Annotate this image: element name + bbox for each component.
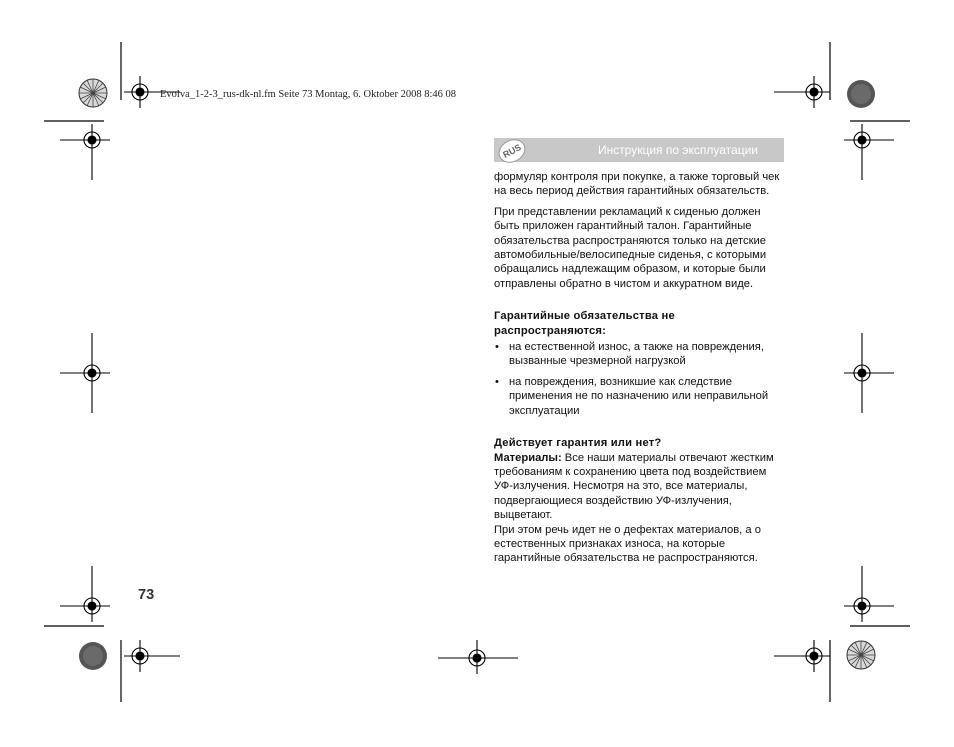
list-item-text: на естественной износ, а также на повреждения, вызванные чрезмерной нагрузкой — [509, 341, 764, 368]
section-title: Инструкция по эксплуатации — [597, 143, 758, 157]
language-badge: RUS — [494, 135, 529, 168]
warranty-check-section — [494, 436, 786, 566]
registration-target — [774, 640, 830, 672]
materials-text: Все наши материалы отвечают жестким требованиям к сохранению цвета под воздействием УФ-излучения. Несмотря на это, все материалы, подвергающиеся воздействию УФ-излучения, выцветают. — [494, 451, 774, 522]
bullet-icon: • — [495, 341, 499, 354]
registration-target — [844, 566, 894, 622]
paragraph: формуляр контроля при покупке, а также торговый чек на весь период действия гарантийных обязательств. — [494, 171, 780, 198]
starburst-disc — [79, 79, 107, 107]
registration-target — [844, 124, 894, 180]
section-heading: Гарантийные обязательства не распространяются: — [494, 310, 675, 337]
registration-target — [844, 333, 894, 413]
crop-mark-top-right — [830, 42, 910, 121]
list-item — [494, 375, 786, 418]
list-item — [494, 340, 786, 369]
paragraph: При этом речь идет не о дефектах материалов, а о естественных признаках износа, на которые гарантийные обязательства не распространяются. — [494, 523, 761, 565]
paragraph — [494, 451, 786, 523]
registration-target — [60, 566, 110, 622]
page-number: 73 — [138, 587, 155, 603]
density-disc — [79, 642, 107, 670]
section-heading: Действует гарантия или нет? — [494, 437, 662, 450]
main-text-column — [494, 170, 786, 566]
bullet-icon: • — [495, 375, 499, 388]
registration-target — [438, 640, 518, 674]
registration-target — [60, 124, 110, 180]
registration-target — [60, 333, 110, 413]
list-item-text: на повреждения, возникшие как следствие применения не по назначению или неправильной эксплуатации — [509, 375, 769, 417]
crop-mark-top-left — [44, 42, 121, 121]
materials-label: Материалы: — [494, 451, 562, 464]
file-header: Evolva_1-2-3_rus-dk-nl.fm Seite 73 Montag, 6. Oktober 2008 8:46 08 — [160, 89, 456, 100]
starburst-disc — [847, 641, 875, 669]
registration-target — [124, 640, 180, 672]
paragraph: При представлении рекламаций к сиденью должен быть приложен гарантийный талон. Гарантийные обязательства распространяются только на детские автомобильные/велосипедные сиденья, с которыми обращались надлежащим образом, и которые были отправлены обратно в чистом и аккуратном виде. — [494, 205, 767, 290]
bullet-list — [494, 340, 786, 418]
exclusions-section — [494, 309, 786, 418]
density-disc — [847, 80, 875, 108]
registration-target — [774, 76, 830, 108]
